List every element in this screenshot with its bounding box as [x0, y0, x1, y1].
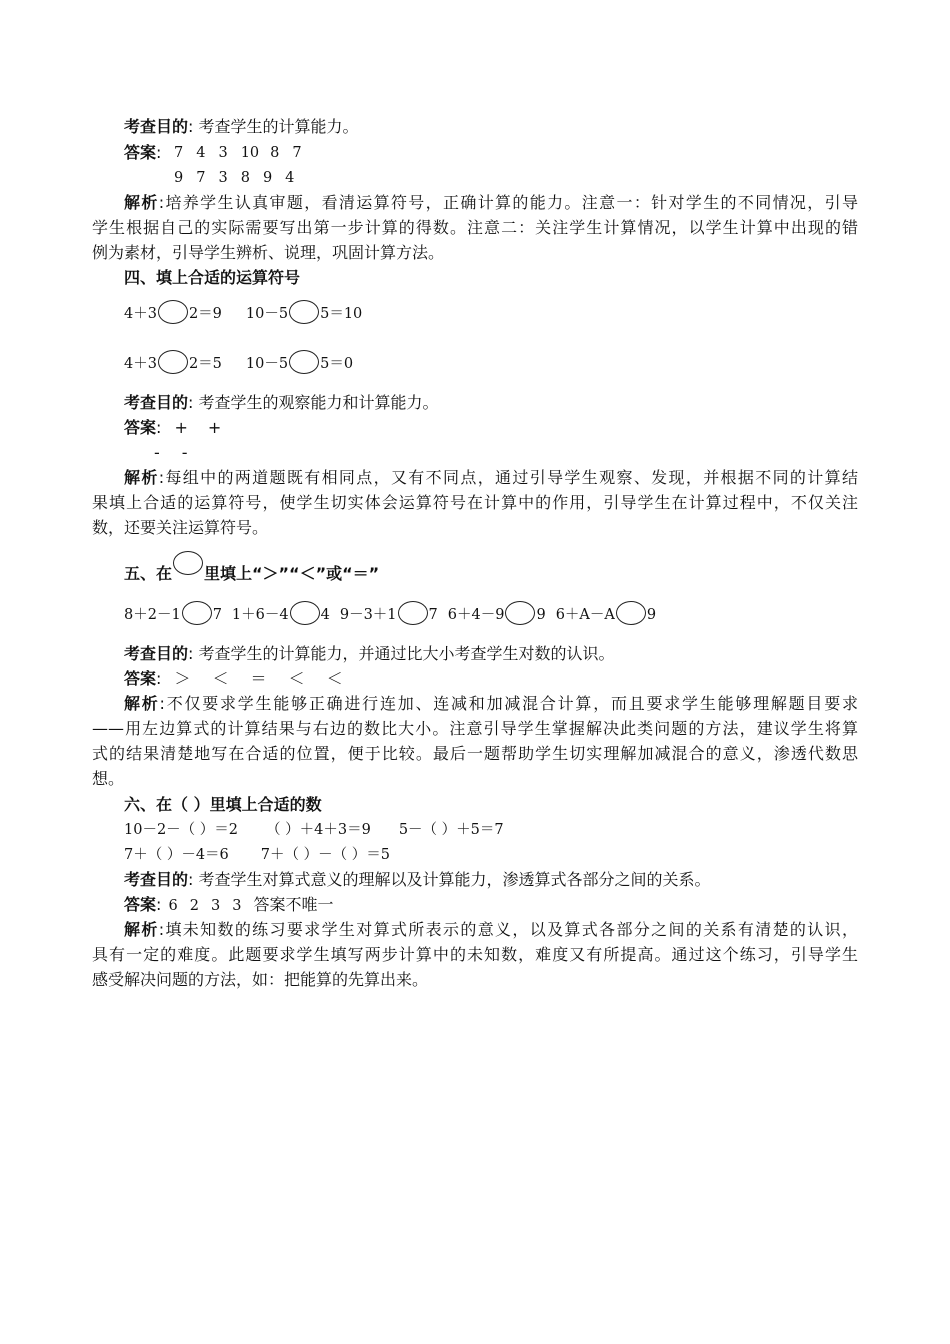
- fill-blank-equation[interactable]: （ ）＋4＋3＝9: [266, 822, 371, 838]
- answer-oval[interactable]: [158, 350, 188, 374]
- sec5-analysis-line-3: 式的结果清楚地写在合适的位置，便于比较。最后一题帮助学生切实理解加减混合的意义，渗透代数思: [92, 744, 858, 763]
- sec4-analysis-line-1: [124, 467, 858, 489]
- sec3-purpose-text: 考查学生的计算能力。: [198, 117, 359, 136]
- answer-label: 答案: [124, 669, 157, 688]
- fill-blank-equation[interactable]: 7＋（ ）－（ ）＝5: [260, 847, 390, 863]
- fill-blank-equation[interactable]: 5－（ ）＋5＝7: [398, 822, 504, 838]
- answer-oval[interactable]: [290, 601, 320, 625]
- answer-value: 10: [240, 145, 260, 161]
- sec6-purpose-text: 考查学生对算式意义的理解以及计算能力，渗透算式各部分之间的关系。: [198, 870, 711, 889]
- colon: :: [188, 117, 194, 136]
- answer-value: ＜: [212, 669, 229, 688]
- sec6-title: 六、在（ ）里填上合适的数: [124, 795, 322, 814]
- equation-part: 2＝5: [188, 356, 222, 372]
- colon: :: [188, 870, 194, 889]
- sec4-title: 四、填上合适的运算符号: [124, 268, 301, 287]
- sec5-answer-line: [124, 668, 343, 690]
- answer-value: 7: [196, 170, 206, 186]
- equation-part: 9: [646, 607, 657, 623]
- sec3-answer-line: [124, 142, 161, 164]
- colon: :: [156, 143, 162, 162]
- answer-oval[interactable]: [505, 601, 535, 625]
- equation-part: 6＋A－A: [555, 607, 615, 623]
- answer-oval[interactable]: [289, 350, 319, 374]
- sec4-purpose-line: [124, 392, 439, 414]
- equation-part: 4＋3: [124, 306, 157, 322]
- answer-oval[interactable]: [398, 601, 428, 625]
- sec3-analysis-line-3: 例为素材，引导学生辨析、说理，巩固计算方法。: [92, 243, 445, 262]
- answer-oval[interactable]: [158, 300, 188, 324]
- purpose-label: 考查目的: [124, 117, 189, 136]
- answer-value: +: [174, 418, 188, 437]
- sec5-question-row: [124, 601, 656, 626]
- sec4-analysis-line-3: 数，还要关注运算符号。: [92, 518, 269, 537]
- answer-value: 8: [270, 145, 280, 161]
- sec3-answer-row-2: [174, 167, 294, 189]
- answer-value: 9: [174, 170, 184, 186]
- answer-note: 答案不唯一: [253, 895, 334, 914]
- colon: :: [158, 920, 165, 939]
- answer-value: ＝: [250, 669, 267, 688]
- colon: :: [156, 895, 162, 914]
- answer-value: 4: [196, 145, 206, 161]
- analysis-label: 解析: [124, 193, 159, 212]
- sec5-analysis-line-2: ——用左边算式的计算结果与右边的数比大小。注意引导学生掌握解决此类问题的方法，建议学生将算: [92, 719, 858, 738]
- title-part: 五、在: [124, 564, 173, 583]
- equation-part: 8＋2－1: [124, 607, 181, 623]
- equation-part: 10－5: [245, 306, 289, 322]
- equation-part: 9－3＋1: [339, 607, 397, 623]
- answer-value: 3: [232, 898, 242, 914]
- answer-value: 8: [240, 170, 250, 186]
- answer-value: +: [207, 418, 222, 437]
- title-part: 里填上“＞”“＜”或“＝”: [204, 564, 380, 583]
- answer-oval[interactable]: [616, 601, 646, 625]
- answer-value: 6: [168, 898, 178, 914]
- equation-part: 4＋3: [124, 356, 157, 372]
- sec5-purpose-text: 考查学生的计算能力，并通过比大小考查学生对数的认识。: [198, 644, 615, 663]
- oval-icon: [173, 551, 203, 575]
- sec5-title: [124, 551, 379, 585]
- answer-label: 答案: [124, 895, 157, 914]
- answer-oval[interactable]: [182, 601, 212, 625]
- colon: :: [156, 418, 162, 437]
- answer-value: 7: [174, 145, 184, 161]
- sec5-analysis-line-1: [124, 693, 858, 715]
- sec6-question-row-2: [124, 844, 390, 866]
- analysis-text: 培养学生认真审题，看清运算符号，正确计算的能力。注意一：针对学生的不同情况，引导: [164, 193, 858, 212]
- answer-value: 3: [218, 170, 228, 186]
- equation-part: 7: [212, 607, 222, 623]
- answer-value: -: [154, 443, 160, 462]
- answer-value: -: [181, 443, 188, 462]
- sec3-purpose-line: [124, 116, 359, 138]
- sec6-analysis-line-2: 具有一定的难度。此题要求学生填写两步计算中的未知数，难度又有所提高。通过这个练习，引导学生: [92, 945, 858, 964]
- answer-value: 7: [292, 145, 302, 161]
- colon: :: [158, 468, 165, 487]
- sec6-analysis-line-3: 感受解决问题的方法，如：把能算的先算出来。: [92, 970, 429, 989]
- equation-part: 5＝0: [320, 356, 354, 372]
- analysis-label: 解析: [124, 468, 159, 487]
- answer-value: ＜: [288, 669, 305, 688]
- sec5-analysis-line-4: 想。: [92, 769, 125, 788]
- answer-label: 答案: [124, 418, 157, 437]
- equation-part: 1＋6－4: [231, 607, 289, 623]
- equation-part: 2＝9: [188, 306, 222, 322]
- analysis-text: 填未知数的练习要求学生对算式所表示的意义，以及算式各部分之间的关系有清楚的认识，: [164, 920, 858, 939]
- answer-value: 9: [262, 170, 273, 186]
- answer-value: ＜: [326, 669, 343, 688]
- fill-blank-equation[interactable]: 7＋（ ）－4＝6: [124, 847, 229, 863]
- answer-value: 4: [285, 170, 295, 186]
- purpose-label: 考查目的: [124, 644, 189, 663]
- sec6-analysis-line-1: [124, 919, 858, 941]
- analysis-text: 不仅要求学生能够正确进行连加、连减和加减混合计算，而且要求学生能够理解题目要求: [164, 694, 858, 713]
- equation-part: 6＋4－9: [447, 607, 505, 623]
- analysis-label: 解析: [124, 920, 159, 939]
- colon: :: [158, 193, 165, 212]
- equation-part: 5＝10: [320, 306, 363, 322]
- fill-blank-equation[interactable]: 10－2－（ ）＝2: [124, 822, 239, 838]
- sec3-analysis-line-1: [124, 192, 858, 214]
- purpose-label: 考查目的: [124, 393, 189, 412]
- colon: :: [156, 669, 162, 688]
- colon: :: [188, 644, 194, 663]
- analysis-label: 解析: [124, 694, 160, 713]
- sec6-question-row-1: [124, 819, 504, 841]
- sec3-answer-row-1: [174, 142, 302, 164]
- colon: :: [159, 694, 165, 713]
- sec4-question-row-2: [124, 350, 353, 375]
- equation-part: 4: [320, 607, 330, 623]
- equation-part: 10－5: [245, 356, 289, 372]
- analysis-text: 每组中的两道题既有相同点，又有不同点，通过引导学生观察、发现，并根据不同的计算结: [164, 468, 858, 487]
- sec3-analysis-line-2: 学生根据自己的实际需要写出第一步计算的得数。注意二：关注学生计算情况，以学生计算中出现的错: [92, 218, 858, 237]
- colon: :: [188, 393, 194, 412]
- answer-value: 3: [210, 898, 221, 914]
- sec4-answer-row-2: [154, 442, 188, 464]
- answer-label: 答案: [124, 143, 157, 162]
- sec4-question-row-1: [124, 300, 362, 325]
- answer-value: 2: [189, 898, 199, 914]
- sec4-analysis-line-2: 果填上合适的运算符号，使学生切实体会运算符号在计算中的作用，引导学生在计算过程中，不仅关注: [92, 493, 858, 512]
- sec4-purpose-text: 考查学生的观察能力和计算能力。: [198, 393, 439, 412]
- equation-part: 7: [428, 607, 438, 623]
- sec5-purpose-line: [124, 643, 615, 665]
- answer-value: ＞: [174, 669, 191, 688]
- equation-part: 9: [536, 607, 546, 623]
- answer-value: 3: [218, 145, 228, 161]
- purpose-label: 考查目的: [124, 870, 189, 889]
- sec6-answer-line: [124, 894, 333, 917]
- sec4-answer-line: [124, 417, 221, 439]
- sec6-purpose-line: [124, 869, 711, 891]
- answer-oval[interactable]: [289, 300, 319, 324]
